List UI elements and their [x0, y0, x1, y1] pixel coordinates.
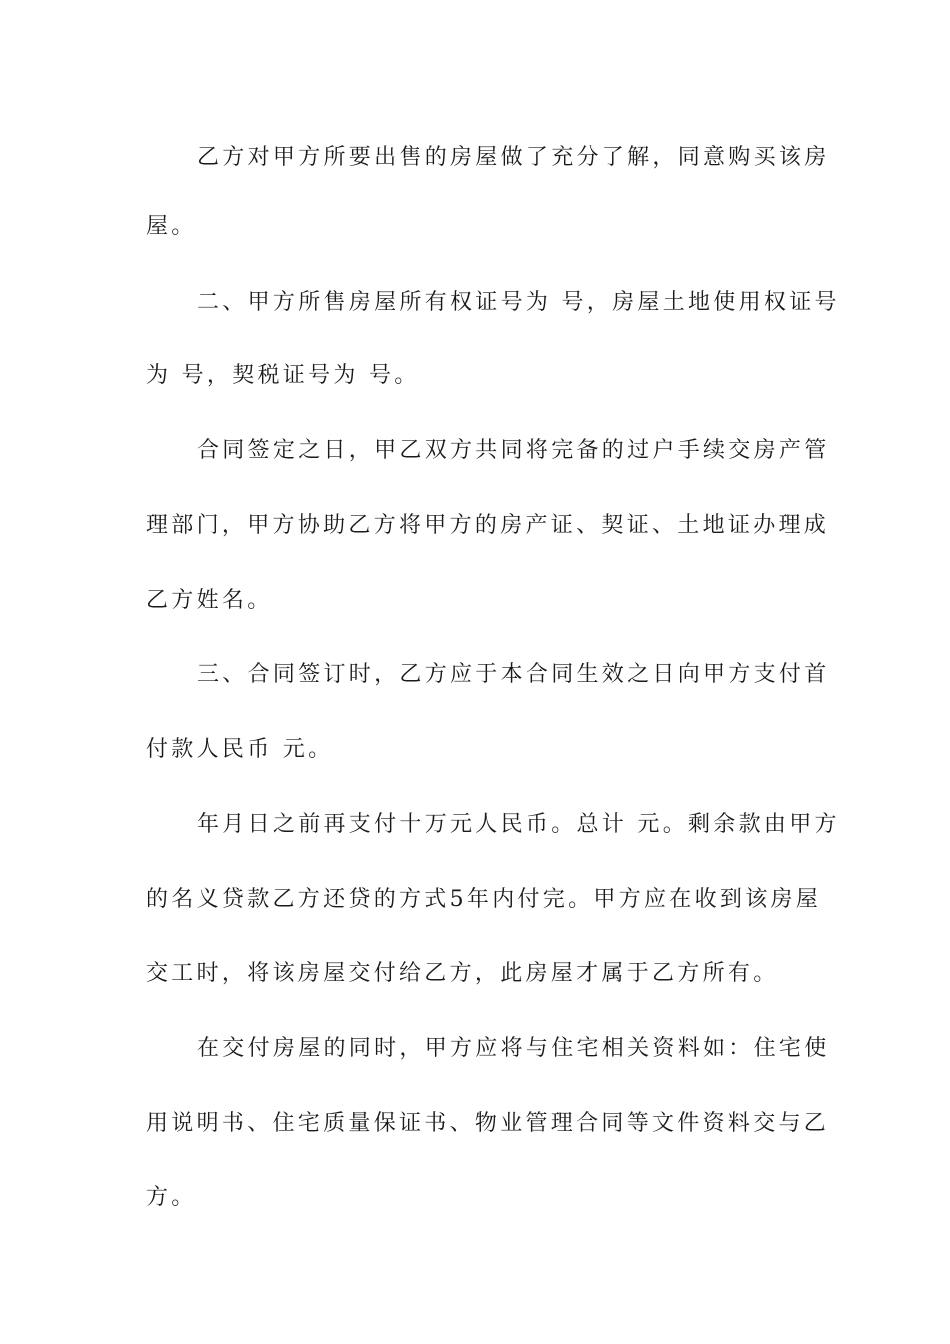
paragraph-4-line-2: 付款人民币 元。 [146, 737, 334, 762]
paragraph-3-line-2: 理部门，甲方协助乙方将甲方的房产证、契证、土地证办理成 [146, 513, 830, 538]
paragraph-2-line-1: 二、甲方所售房屋所有权证号为 号，房屋土地使用权证号 [197, 290, 840, 315]
paragraph-2-line-2: 为 号，契税证号为 号。 [146, 363, 420, 388]
paragraph-1-line-2: 屋。 [146, 214, 197, 239]
paragraph-4-line-1: 三、合同签订时，乙方应于本合同生效之日向甲方支付首 [197, 662, 830, 687]
paragraph-5-line-2: 的名义贷款乙方还贷的方式5年内付完。甲方应在收到该房屋 [146, 887, 822, 912]
paragraph-3-line-1: 合同签定之日，甲乙双方共同将完备的过户手续交房产管 [197, 438, 830, 463]
paragraph-6-line-3: 方。 [146, 1185, 197, 1210]
paragraph-5-line-1: 年月日之前再支付十万元人民币。总计 元。剩余款由甲方 [197, 812, 840, 837]
paragraph-6-line-2: 用说明书、住宅质量保证书、物业管理合同等文件资料交与乙 [146, 1111, 830, 1136]
paragraph-1-line-1: 乙方对甲方所要出售的房屋做了充分了解，同意购买该房 [197, 145, 830, 170]
paragraph-3-line-3: 乙方姓名。 [146, 588, 273, 613]
paragraph-6-line-1: 在交付房屋的同时，甲方应将与住宅相关资料如：住宅使 [197, 1036, 830, 1061]
paragraph-5-line-3: 交工时，将该房屋交付给乙方，此房屋才属于乙方所有。 [146, 961, 779, 986]
